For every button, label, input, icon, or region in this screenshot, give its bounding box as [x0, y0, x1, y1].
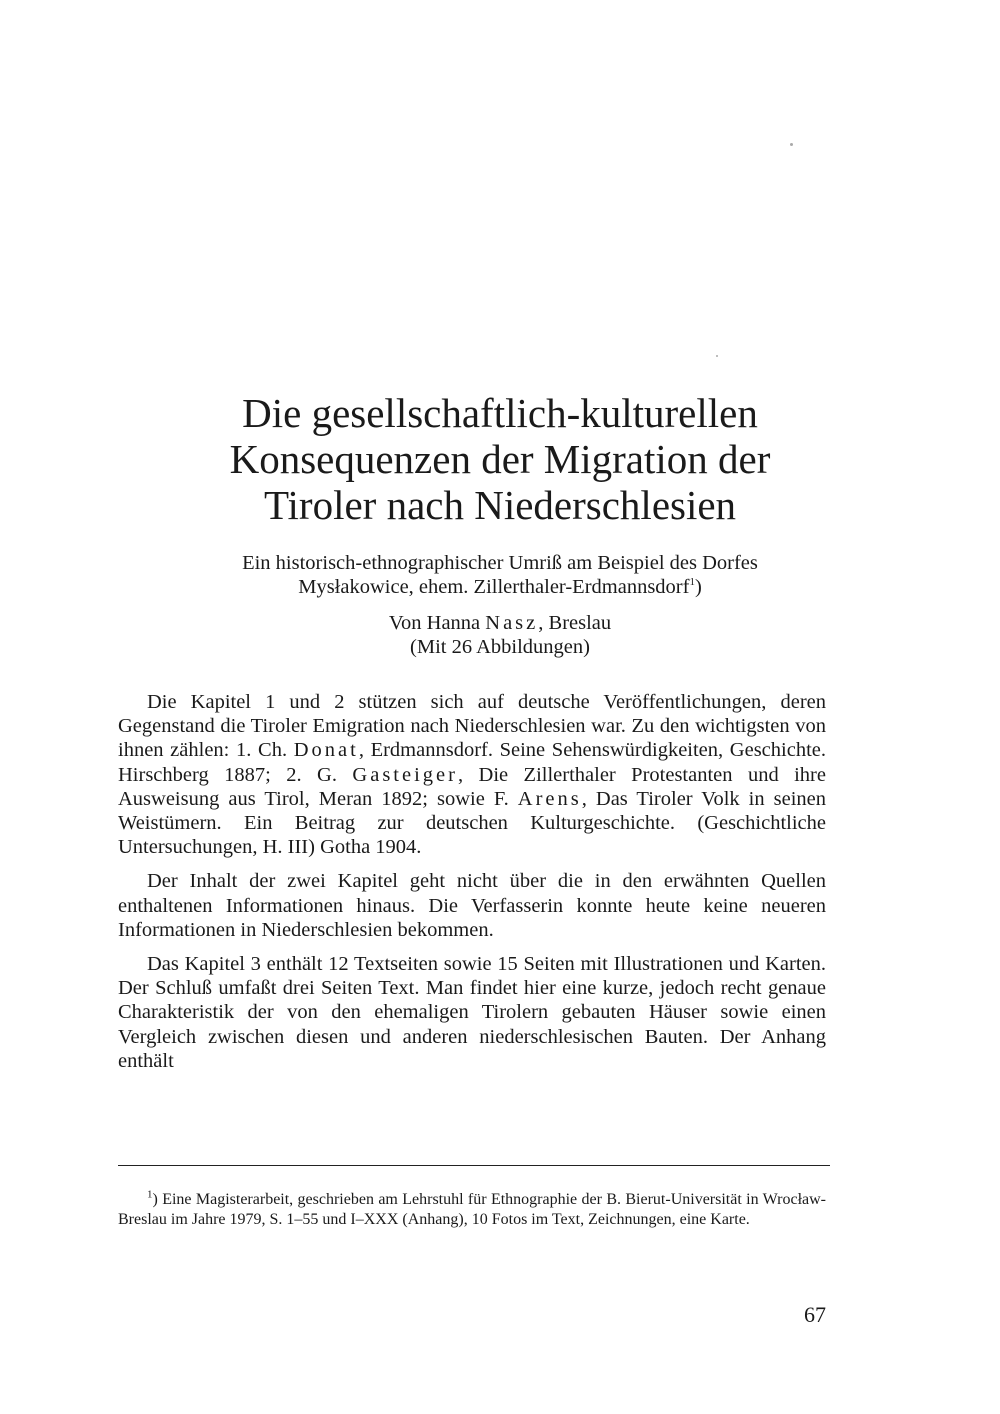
body-paragraph: Der Inhalt der zwei Kapitel geht nicht über die in den erwähnten Quellen enthaltenen Informationen hinaus. Die Verfasserin konnte heute keine neueren Informationen in Niederschlesien bekommen.: [118, 870, 826, 941]
footnote-text: Eine Magisterarbeit, geschrieben am Lehrstuhl für Ethnographie der B. Bierut-Universität in Wrocław-Breslau im Jahre 1979, S. 1–55 und I–XXX (Anhang), 10 Fotos im Text, Zeichnungen, eine Karte.: [118, 1191, 826, 1228]
body-paragraph: Das Kapitel 3 enthält 12 Textseiten sowie 15 Seiten mit Illustrationen und Karten. Der Schluß umfaßt drei Seiten Text. Man findet hier eine kurze, jedoch recht genaue Charakteristik der von den ehemaligen Tirolern gebauten Häuser sowie einen Vergleich zwischen diesen und anderen niederschlesischen Bauten. Der Anhang enthält: [118, 953, 826, 1072]
cited-author: Arens: [517, 787, 582, 810]
page-number: 67: [804, 1302, 826, 1327]
paragraph-text: Die Kapitel 1 und 2 stützen sich auf deutsche Veröffentlichungen, deren Gegenstand die Tiroler Emigration nach Niederschlesien war. Zu den wichtigsten von ihnen zählen: 1. Ch.: [118, 691, 826, 762]
paragraph-text: , Die Zillerthaler Protestanten und ihre Ausweisung aus Tirol, Meran 1892; sowie F.: [118, 763, 826, 810]
author-block: [118, 611, 882, 659]
article-title: [118, 390, 882, 528]
article-body: [118, 690, 826, 1083]
subtitle-text: Mysłakowice, ehem. Zillerthaler-Erdmannsdorf: [298, 576, 690, 598]
cited-author: Gasteiger: [352, 763, 458, 786]
subtitle-paren: ): [694, 576, 702, 598]
footnote-paragraph: [118, 1190, 826, 1230]
cited-author: Donat: [293, 739, 359, 762]
footnote-mark: 1: [147, 1188, 153, 1201]
title-line: Tiroler nach Niederschlesien: [263, 482, 737, 528]
body-paragraph: [118, 690, 826, 859]
footnote-reference: 1: [689, 576, 695, 589]
illustrations-note: (Mit 26 Abbildungen): [410, 636, 590, 658]
footnote-divider: [118, 1165, 830, 1166]
footnote-paren: ): [152, 1191, 158, 1208]
paragraph-text: , Das Tiroler Volk in seinen Weistümern. Ein Beitrag zur deutschen Kulturgeschichte. (Geschichtliche Untersuchungen, H. III) Gotha 1904.: [118, 787, 826, 859]
author-line: [118, 611, 882, 635]
paragraph-text: , Erdmannsdorf. Seine Sehenswürdigkeiten, Geschichte. Hirschberg 1887; 2. G.: [118, 739, 826, 786]
author-name: Nasz: [485, 612, 539, 634]
footnote: [118, 1190, 826, 1230]
author-prefix: Von Hanna: [388, 612, 486, 634]
title-line: Konsequenzen der Migration der: [229, 436, 771, 482]
author-suffix: , Breslau: [538, 612, 612, 634]
article-subtitle: [118, 551, 882, 599]
scan-speck: [716, 355, 718, 357]
title-line: Die gesellschaftlich-kulturellen: [242, 390, 758, 436]
subtitle-line: [118, 575, 882, 599]
subtitle-line: Ein historisch-ethnographischer Umriß am Beispiel des Dorfes: [242, 552, 758, 574]
scan-speck: [790, 143, 793, 146]
